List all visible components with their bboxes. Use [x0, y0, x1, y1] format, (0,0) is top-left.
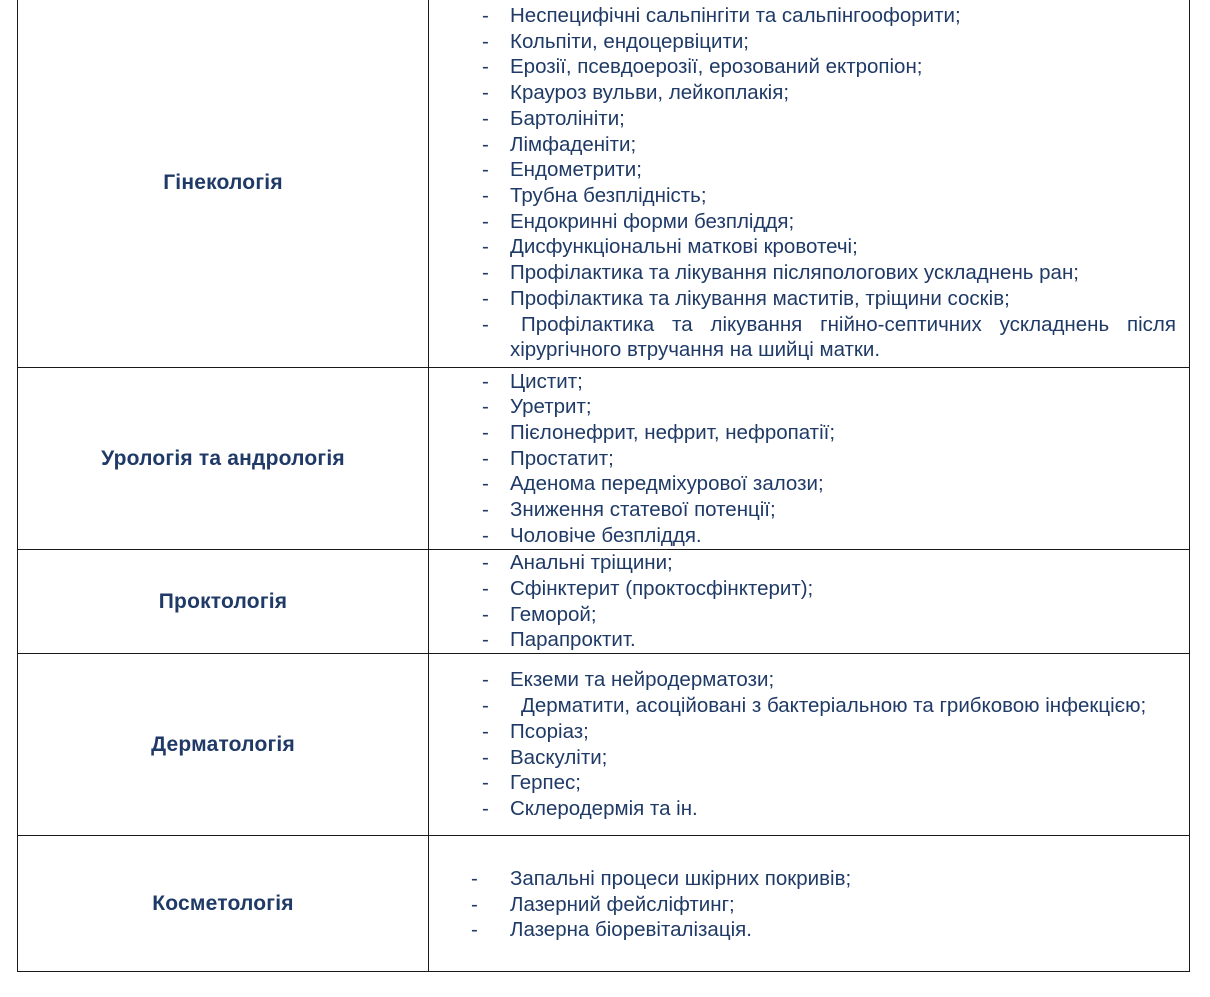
- list-item: [429, 54, 1176, 80]
- indications-table: [17, 0, 1190, 972]
- indication-list: [429, 667, 1176, 821]
- item-text: Простатит;: [510, 446, 614, 470]
- item-text: Анальні тріщини;: [510, 551, 673, 575]
- list-item: [429, 29, 1176, 55]
- list-item: [429, 3, 1176, 29]
- list-item: [429, 446, 1176, 472]
- bullet-dash: -: [482, 771, 489, 795]
- bullet-dash: -: [482, 420, 489, 444]
- list-item: [429, 234, 1176, 260]
- bullet-dash: -: [482, 523, 489, 547]
- list-item: [429, 420, 1176, 446]
- section-row-gynecology: [18, 0, 1190, 368]
- item-text: Профілактика та лікування післяпологових ускладнень ран;: [510, 261, 1079, 285]
- list-item: [429, 471, 1176, 497]
- bullet-dash: -: [482, 551, 489, 575]
- bullet-dash: -: [482, 628, 489, 652]
- item-text: Дерматити, асоційовані з бактеріальною та грибковою інфекцією;: [521, 694, 1147, 718]
- list-item: [429, 627, 1176, 653]
- bullet-dash: -: [471, 866, 478, 890]
- bullet-dash: -: [482, 29, 489, 53]
- section-row-urology: [18, 368, 1190, 550]
- bullet-dash: -: [482, 261, 489, 285]
- section-title: Урологія та андрологія: [18, 368, 429, 550]
- item-text: Неспецифічні сальпінгіти та сальпінгоофорити;: [510, 4, 961, 28]
- bullet-dash: -: [482, 4, 489, 28]
- item-text: Лазерний фейсліфтинг;: [510, 892, 735, 916]
- item-text: Лімфаденіти;: [510, 132, 637, 156]
- item-text: Чоловіче безпліддя.: [510, 523, 702, 547]
- list-item: [429, 497, 1176, 523]
- list-item: [429, 523, 1176, 549]
- bullet-dash: -: [482, 796, 489, 820]
- bullet-dash: -: [482, 745, 489, 769]
- list-item: [429, 917, 1176, 943]
- bullet-dash: -: [482, 694, 489, 718]
- list-item: [429, 693, 1176, 719]
- bullet-dash: -: [471, 918, 478, 942]
- section-row-cosmetology: [18, 836, 1190, 972]
- item-text: Геморой;: [510, 602, 597, 626]
- list-item: [429, 183, 1176, 209]
- list-item: [429, 866, 1176, 892]
- list-item: [429, 796, 1176, 822]
- bullet-dash: -: [482, 395, 489, 419]
- item-text: Пієлонефрит, нефрит, нефропатії;: [510, 420, 836, 444]
- item-text: Аденома передміхурової залози;: [510, 472, 824, 496]
- list-item: [429, 106, 1176, 132]
- bullet-dash: -: [482, 286, 489, 310]
- item-text: Ерозії, псевдоерозії, ерозований ектропіон;: [510, 55, 923, 79]
- bullet-dash: -: [482, 235, 489, 259]
- item-text: Цистит;: [510, 369, 583, 393]
- section-title: Косметологія: [18, 836, 429, 972]
- section-row-dermatology: [18, 654, 1190, 836]
- section-items: [429, 836, 1190, 972]
- bullet-dash: -: [482, 446, 489, 470]
- item-text: Кольпіти, ендоцервіцити;: [510, 29, 749, 53]
- section-title: Дерматологія: [18, 654, 429, 836]
- bullet-dash: -: [482, 472, 489, 496]
- item-text: Склеродермія та ін.: [510, 796, 698, 820]
- bullet-dash: -: [482, 668, 489, 692]
- section-title: Проктологія: [18, 550, 429, 654]
- list-item: [429, 576, 1176, 602]
- item-text: Сфінктерит (проктосфінктерит);: [510, 576, 814, 600]
- indication-list: [429, 369, 1176, 549]
- item-text: Зниження статевої потенції;: [510, 498, 776, 522]
- list-item: [429, 369, 1176, 395]
- bullet-dash: -: [482, 719, 489, 743]
- item-text: Ендокринні форми безпліддя;: [510, 209, 795, 233]
- item-text: Парапроктит.: [510, 628, 636, 652]
- item-text: Запальні процеси шкірних покривів;: [510, 866, 852, 890]
- list-item: [429, 132, 1176, 158]
- section-row-proctology: [18, 550, 1190, 654]
- item-text: Лазерна біоревіталізація.: [510, 918, 752, 942]
- bullet-dash: -: [482, 184, 489, 207]
- item-text: Екземи та нейродерматози;: [510, 668, 775, 692]
- section-title: Гінекологія: [18, 0, 429, 368]
- item-text: Профілактика та лікування гнійно-септичних ускладнень після хірургічного втручання на шийці матки.: [510, 312, 1176, 362]
- list-item: [429, 157, 1176, 183]
- list-item: [429, 260, 1176, 286]
- item-text: Псоріаз;: [510, 719, 589, 743]
- list-item: [429, 394, 1176, 420]
- list-item: [429, 892, 1176, 918]
- list-item: [429, 770, 1176, 796]
- bullet-dash: -: [482, 209, 489, 233]
- bullet-dash: -: [482, 132, 489, 156]
- list-item: [429, 286, 1176, 312]
- list-item: [429, 550, 1176, 576]
- indication-list: [429, 864, 1176, 943]
- list-item: [429, 80, 1176, 106]
- list-item: [429, 667, 1176, 693]
- list-item: [429, 719, 1176, 745]
- item-text: Ендометрити;: [510, 158, 642, 182]
- bullet-dash: -: [482, 602, 489, 626]
- item-text: Дисфункціональні маткові кровотечі;: [510, 235, 858, 259]
- item-text: Профілактика та лікування маститів, тріщини сосків;: [510, 286, 1010, 310]
- bullet-dash: -: [482, 498, 489, 522]
- item-text: Трубна безплідність;: [510, 184, 707, 207]
- bullet-dash: -: [482, 81, 489, 105]
- item-text: Крауроз вульви, лейкоплакія;: [510, 81, 790, 105]
- item-text: Бартолініти;: [510, 106, 625, 130]
- indication-list: [429, 550, 1176, 653]
- indication-list: [429, 3, 1176, 363]
- item-text: Васкуліти;: [510, 745, 608, 769]
- bullet-dash: -: [471, 892, 478, 916]
- item-text: Уретрит;: [510, 395, 592, 419]
- bullet-dash: -: [482, 312, 489, 336]
- section-items: [429, 0, 1190, 368]
- section-items: [429, 654, 1190, 836]
- list-item: [429, 312, 1176, 363]
- bullet-dash: -: [482, 369, 489, 393]
- bullet-dash: -: [482, 158, 489, 182]
- bullet-dash: -: [482, 576, 489, 600]
- bullet-dash: -: [482, 106, 489, 130]
- section-items: [429, 368, 1190, 550]
- list-item: [429, 602, 1176, 628]
- list-item: [429, 745, 1176, 771]
- item-text: Герпес;: [510, 771, 581, 795]
- section-items: [429, 550, 1190, 654]
- list-item: [429, 209, 1176, 235]
- bullet-dash: -: [482, 55, 489, 79]
